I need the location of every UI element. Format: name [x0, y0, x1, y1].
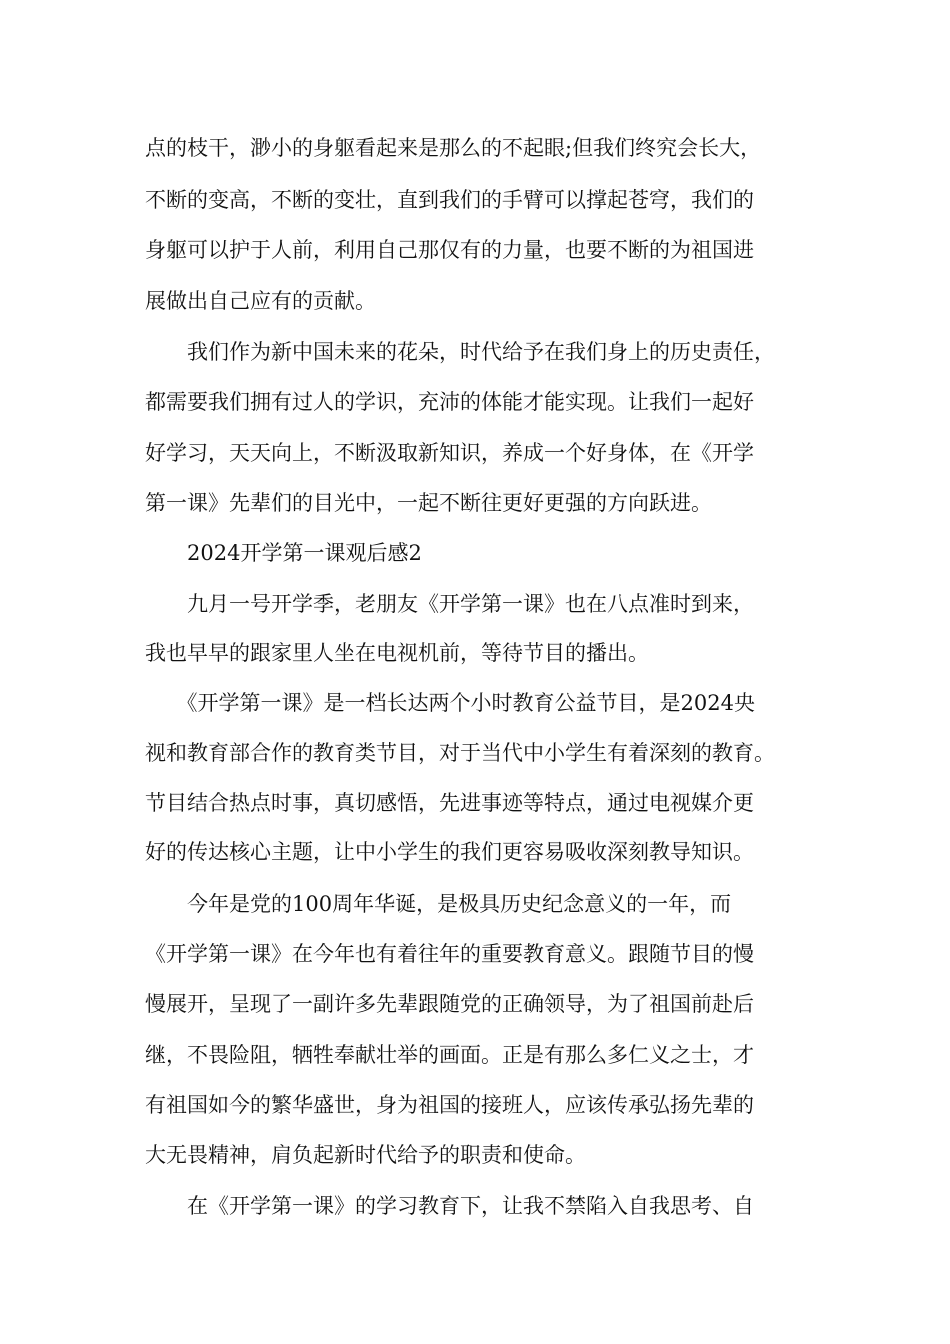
- text-line: 节目结合热点时事，真切感悟，先进事迹等特点，通过电视媒介更: [145, 791, 754, 815]
- text-line: 都需要我们拥有过人的学识，充沛的体能才能实现。让我们一起好: [145, 390, 754, 414]
- section-heading: 2024开学第一课观后感2: [145, 541, 422, 565]
- text-line: 不断的变高，不断的变壮，直到我们的手臂可以撑起苍穹，我们的: [145, 188, 754, 212]
- text-line: 点的枝干，渺小的身躯看起来是那么的不起眼;但我们终究会长大，: [145, 136, 762, 160]
- text-line: 今年是党的100周年华诞，是极具历史纪念意义的一年，而: [145, 892, 732, 916]
- text-line: 视和教育部合作的教育类节目，对于当代中小学生有着深刻的教育。: [145, 741, 775, 765]
- text-line: 《开学第一课》是一档长达两个小时教育公益节目，是2024央: [145, 691, 755, 715]
- text-line: 我也早早的跟家里人坐在电视机前，等待节目的播出。: [145, 641, 649, 665]
- text-line: 好学习，天天向上，不断汲取新知识，养成一个好身体，在《开学: [145, 441, 754, 465]
- text-line: 有祖国如今的繁华盛世，身为祖国的接班人，应该传承弘扬先辈的: [145, 1093, 754, 1117]
- text-line: 慢展开，呈现了一副许多先辈跟随党的正确领导，为了祖国前赴后: [145, 992, 754, 1016]
- text-line: 继，不畏险阻，牺牲奉献壮举的画面。正是有那么多仁义之士，才: [145, 1043, 754, 1067]
- text-line: 第一课》先辈们的目光中，一起不断往更好更强的方向跃进。: [145, 491, 712, 515]
- text-line: 好的传达核心主题，让中小学生的我们更容易吸收深刻教导知识。: [145, 840, 754, 864]
- text-line: 在《开学第一课》的学习教育下，让我不禁陷入自我思考、自: [145, 1194, 754, 1218]
- text-line: 九月一号开学季，老朋友《开学第一课》也在八点准时到来，: [145, 592, 754, 616]
- text-line: 身躯可以护于人前，利用自己那仅有的力量，也要不断的为祖国进: [145, 238, 754, 262]
- text-line: 我们作为新中国未来的花朵，时代给予在我们身上的历史责任，: [145, 340, 775, 364]
- text-line: 《开学第一课》在今年也有着往年的重要教育意义。跟随节目的慢: [145, 942, 754, 966]
- text-line: 展做出自己应有的贡献。: [145, 289, 376, 313]
- text-line: 大无畏精神，肩负起新时代给予的职责和使命。: [145, 1143, 586, 1167]
